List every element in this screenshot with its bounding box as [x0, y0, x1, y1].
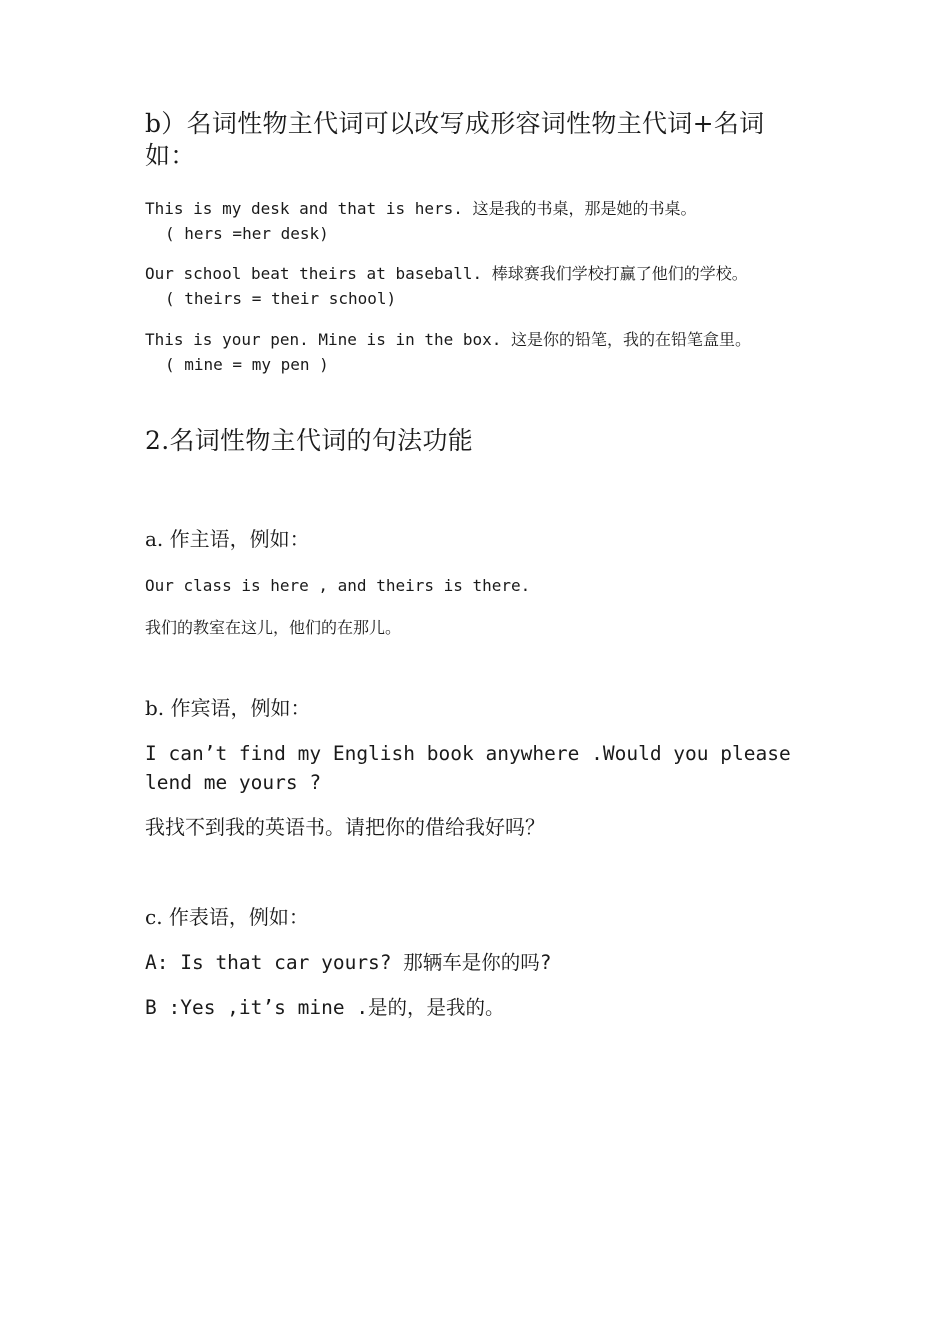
sub-a-label: a. 作主语，例如：	[145, 527, 310, 551]
sub-b-label: b. 作宾语，例如：	[145, 696, 311, 720]
sub-b-chinese: 我找不到我的英语书。请把你的借给我好吗？	[145, 815, 545, 839]
sub-c-line2: B :Yes ,it’s mine .是的，是我的。	[145, 996, 505, 1019]
example-2-sentence: Our school beat theirs at baseball. 棒球赛我们学校打赢了他们的学校。	[145, 264, 748, 283]
sub-a-chinese: 我们的教室在这儿，他们的在那儿。	[145, 618, 402, 637]
section-b-heading-line1: b）名词性物主代词可以改写成形容词性物主代词+名词	[145, 109, 765, 138]
sub-a-english: Our class is here , and theirs is there.	[145, 576, 531, 595]
sub-b-english-line1: I can’t find my English book anywhere .Would you please	[145, 742, 791, 765]
example-3-sentence: This is your pen. Mine is in the box. 这是你的铅笔，我的在铅笔盒里。	[145, 330, 752, 349]
section-b-heading-line2: 如：	[145, 141, 196, 170]
example-1-sentence: This is my desk and that is hers. 这是我的书桌，那是她的书桌。	[145, 199, 697, 218]
example-1-note: ( hers =her desk)	[165, 224, 329, 243]
example-2-note: ( theirs = their school)	[165, 289, 397, 308]
sub-c-line1: A: Is that car yours? 那辆车是你的吗?	[145, 951, 552, 974]
sub-c-label: c. 作表语，例如：	[145, 905, 309, 929]
section-2-title: 2.名词性物主代词的句法功能	[145, 426, 474, 455]
example-3-note: ( mine = my pen )	[165, 355, 329, 374]
sub-b-english-line2: lend me yours ?	[145, 771, 322, 794]
